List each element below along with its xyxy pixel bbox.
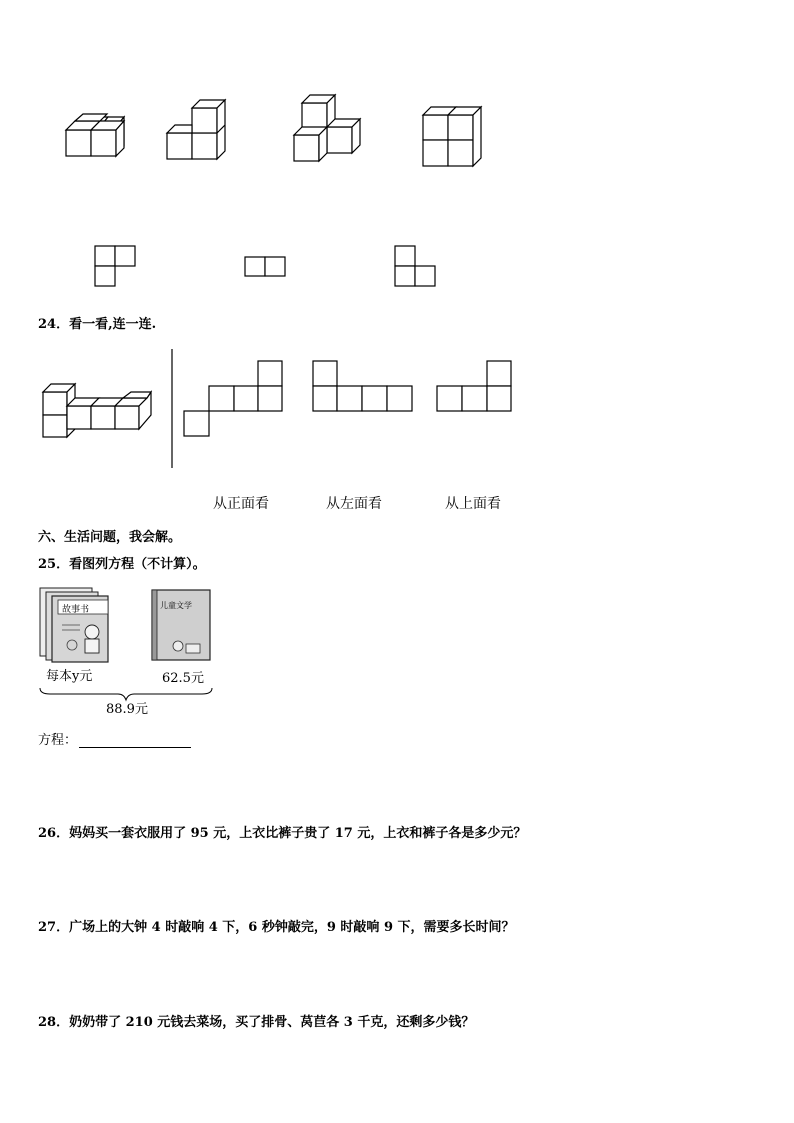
total-price-label: 88.9元	[106, 702, 148, 717]
equation-answer-blank[interactable]	[79, 735, 191, 748]
story-book-label: 故事书	[62, 605, 90, 615]
q27-text: 27．广场上的大钟 4 时敲响 4 下，6 秒钟敲完，9 时敲响 9 下，需要多长时间？	[38, 920, 515, 935]
view-label-top: 从上面看	[445, 496, 501, 512]
q28-text: 28．奶奶带了 210 元钱去菜场，买了排骨、莴苣各 3 千克，还剩多少钱？	[38, 1015, 475, 1030]
each-price-label: 每本y元	[46, 669, 93, 684]
q25-title: 25．看图列方程（不计算）。	[38, 557, 206, 572]
equation-line	[38, 729, 191, 748]
story-books-stack	[40, 588, 108, 662]
view-label-front: 从正面看	[213, 496, 269, 512]
equation-label: 方程：	[38, 733, 78, 748]
view-label-left: 从左面看	[326, 496, 382, 512]
q24-title: 24．看一看,连一连.	[38, 317, 157, 332]
kids-price-label: 62.5元	[162, 671, 204, 686]
section-6-title: 六、生活问题，我会解。	[38, 530, 182, 545]
q26-text: 26．妈妈买一套衣服用了 95 元，上衣比裤子贵了 17 元，上衣和裤子各是多少元？	[38, 826, 527, 841]
kids-book-label: 儿童文学	[160, 601, 192, 610]
